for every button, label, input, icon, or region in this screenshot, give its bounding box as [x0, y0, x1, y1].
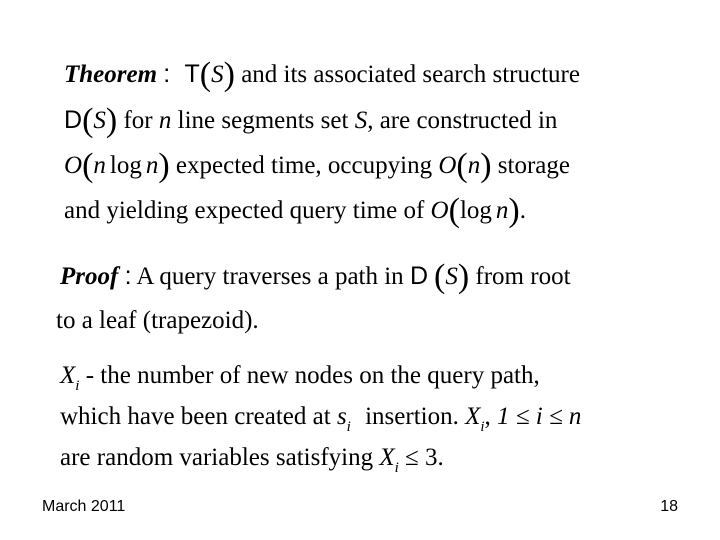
x-variable: X: [60, 362, 76, 389]
index-range: 1 ≤ i ≤ n: [497, 403, 582, 430]
proof-line-4: which have been created at $s_i$ insertion. $X_i$, 1 ≤ i ≤ n: [60, 403, 582, 435]
s-variable: S: [211, 61, 224, 88]
n-variable: n: [158, 107, 172, 134]
log-function: log: [459, 197, 492, 224]
theorem-line-3: O(n log n) expected time, occupying O(n) storage: [64, 147, 570, 184]
page-number: 18: [660, 498, 678, 515]
proof-line-3-text: - the number of new nodes on the query path,: [85, 362, 540, 389]
proof-line-5-text: are random variables satisfying: [60, 444, 374, 471]
theorem-line-2-text-a: for: [123, 107, 153, 134]
d-symbol: D: [64, 106, 83, 134]
n-variable: n: [93, 152, 106, 179]
i-subscript: i: [346, 419, 351, 435]
proof-line-2-text: to a leaf (trapezoid).: [56, 307, 259, 334]
s-variable: S: [445, 263, 458, 290]
big-o-symbol: O: [430, 197, 449, 224]
s-variable-small: s: [336, 403, 347, 430]
proof-line-1: Proof : A query traverses a path in D (S) from root: [60, 258, 571, 295]
theorem-line-2: D(S) for n line segments set S, are constructed in: [64, 102, 558, 139]
proof-line-4-text-a: which have been created at: [60, 403, 331, 430]
theorem-label: Theorem: [64, 61, 158, 88]
theorem-line-2-text-c: are constructed in: [379, 107, 558, 134]
t-symbol: T: [184, 60, 200, 88]
proof-label: Proof: [60, 263, 119, 290]
theorem-line-3-text-b: storage: [497, 152, 570, 179]
proof-colon: :: [124, 262, 132, 290]
s-variable: S: [354, 107, 368, 134]
proof-line-3: [60, 360, 540, 402]
n-variable: n: [467, 152, 481, 179]
theorem-line-2-text-b: line segments set: [177, 107, 349, 134]
theorem-line-1-text: and its associated search structure: [241, 61, 580, 88]
theorem-line-1: Theorem : T(S) and its associated search structure: [64, 56, 580, 93]
theorem-line-4: and yielding expected query time of O(log n).: [64, 192, 526, 229]
period: .: [519, 197, 526, 224]
x-variable: X: [379, 444, 395, 471]
log-function: log: [109, 152, 142, 179]
big-o-symbol: O: [64, 152, 83, 179]
theorem-colon: :: [163, 60, 171, 88]
theorem-line-3-text-a: expected time, occupying: [175, 152, 433, 179]
x-variable: X: [465, 403, 481, 430]
proof-line-4-text-b: insertion.: [365, 403, 459, 430]
theorem-line-4-text: and yielding expected query time of: [64, 197, 425, 224]
i-subscript: i: [480, 419, 485, 435]
proof-line-2: [56, 305, 259, 337]
bound-expression: ≤ 3.: [405, 444, 444, 471]
proof-line-1-text-a: A query traverses a path in: [136, 263, 404, 290]
big-o-symbol: O: [438, 152, 457, 179]
proof-line-5: [60, 442, 444, 484]
footer-date: March 2011: [42, 498, 126, 515]
i-subscript: i: [394, 460, 399, 476]
i-subscript: i: [75, 378, 80, 394]
n-variable: n: [145, 152, 159, 179]
d-symbol: D: [409, 262, 428, 290]
s-variable: S: [93, 107, 106, 134]
proof-line-1-text-b: from root: [475, 263, 571, 290]
n-variable: n: [495, 197, 509, 224]
